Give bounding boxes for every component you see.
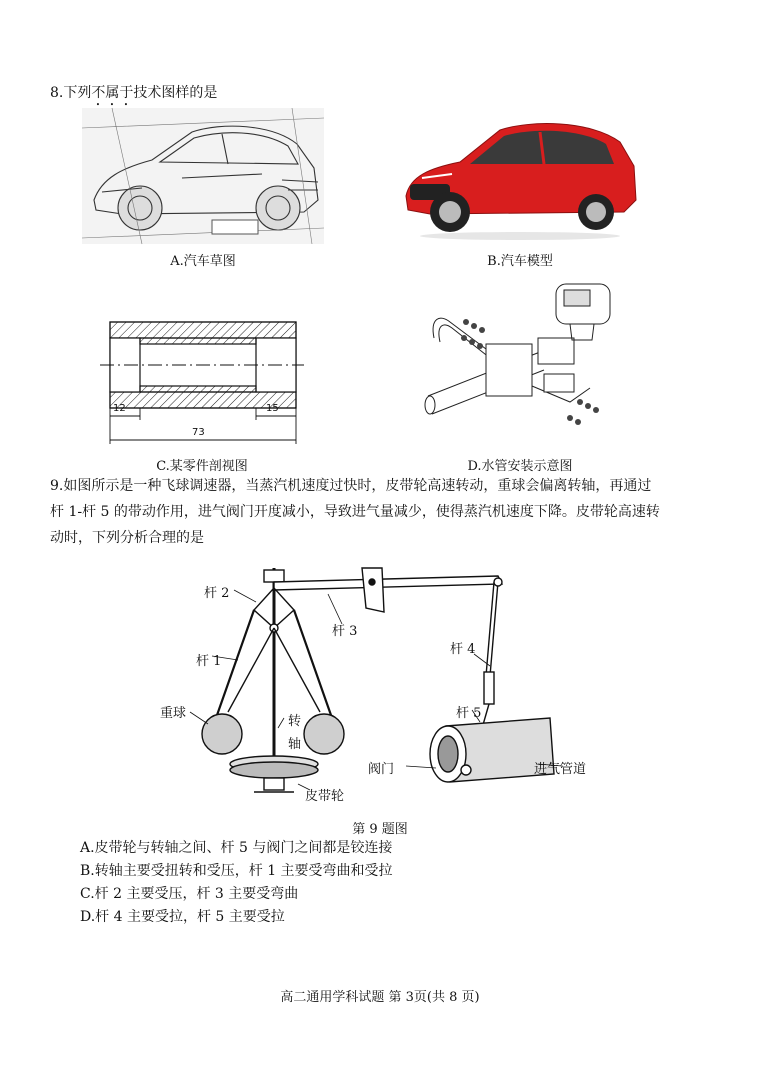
- q9-options: [80, 837, 393, 929]
- q8-option-d-caption: D.水管安装示意图: [467, 459, 573, 474]
- label-ball: 重球: [160, 706, 187, 721]
- label-rod1: 杆 1: [196, 654, 222, 669]
- dim-total: 73: [192, 427, 205, 438]
- label-shaft-2: 轴: [288, 737, 302, 752]
- dim-left: 12: [113, 403, 126, 414]
- q9-option-a: A.皮带轮与转轴之间、杆 5 与阀门之间都是铰连接: [80, 840, 393, 856]
- label-rod4: 杆 4: [450, 642, 476, 657]
- q8-option-b-caption: B.汽车模型: [487, 254, 553, 269]
- label-shaft-1: 转: [288, 714, 302, 729]
- label-rod2: 杆 2: [204, 586, 230, 601]
- label-pipe: 进气管道: [534, 762, 587, 777]
- q9-stem: 9.如图所示是一种飞球调速器，当蒸汽机速度过快时，皮带轮高速转动，重球会偏离转轴，再通过 杆 1-杆 5 的带动作用，进气阀门开度减小，导致进气量减少，使得蒸汽机速度下降。皮带轮高速转 动时，下列分析合理的是: [50, 478, 660, 546]
- pipe-installation-diagram: [420, 278, 620, 444]
- label-pulley: 皮带轮: [305, 789, 345, 804]
- q8-stem: 8.下列不属于技术图样的是: [50, 85, 218, 101]
- car-sketch-image: [82, 108, 324, 244]
- q8-emphasis: 不属于: [91, 85, 134, 101]
- q9-option-d: D.杆 4 主要受拉，杆 5 主要受拉: [80, 909, 285, 925]
- label-valve: 阀门: [368, 762, 395, 777]
- red-car-model-image: [400, 112, 640, 242]
- dim-right: 15: [266, 403, 279, 414]
- q9-option-b: B.转轴主要受扭转和受压，杆 1 主要受弯曲和受拉: [80, 863, 393, 879]
- label-rod5: 杆 5: [456, 706, 482, 721]
- q9-figure-caption: 第 9 题图: [352, 822, 408, 837]
- q8-option-a-caption: A.汽车草图: [170, 254, 236, 269]
- q8-option-c-caption: C.某零件剖视图: [156, 459, 248, 474]
- label-rod3: 杆 3: [332, 624, 358, 639]
- q9-option-c: C.杆 2 主要受压，杆 3 主要受弯曲: [80, 886, 299, 902]
- page-footer: 高二通用学科试题 第 3页(共 8 页): [280, 990, 480, 1005]
